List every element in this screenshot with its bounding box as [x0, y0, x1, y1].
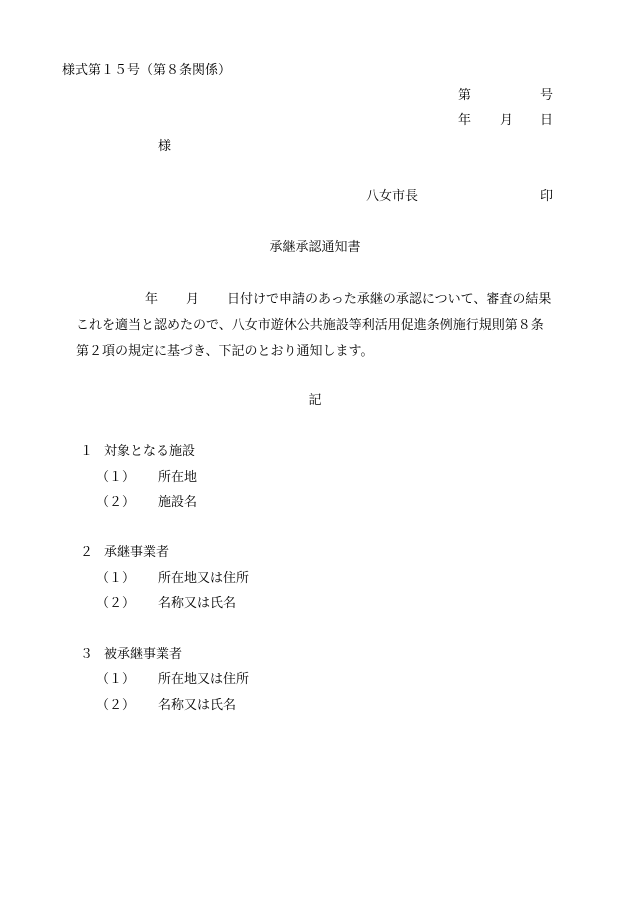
item-label: （１） — [96, 672, 136, 687]
section-title: 対象となる施設 — [104, 444, 196, 459]
issuer-name: 八女市長 — [366, 189, 419, 204]
number-suffix: 号 — [540, 88, 554, 103]
body-line3: 第２項の規定に基づき、下記のとおり通知します。 — [76, 344, 374, 359]
section-number: １ — [80, 444, 94, 459]
body-line1: 日付けで申請のあった承継の承認について、審査の結果 — [227, 292, 552, 307]
form-label: 様式第１５号（第８条関係） — [62, 63, 232, 78]
section-number: ３ — [80, 647, 94, 662]
section-title: 被承継事業者 — [104, 647, 183, 662]
section-title: 承継事業者 — [104, 545, 170, 560]
number-prefix: 第 — [458, 88, 472, 103]
section-number: ２ — [80, 545, 94, 560]
item-text: 所在地 — [158, 470, 198, 485]
ki-heading: 記 — [308, 393, 322, 408]
body-month: 月 — [186, 292, 200, 307]
item-label: （２） — [96, 596, 136, 611]
date-day: 日 — [540, 113, 554, 128]
item-label: （２） — [96, 698, 136, 713]
item-text: 施設名 — [158, 495, 198, 510]
document-title: 承継承認通知書 — [269, 240, 361, 255]
item-label: （２） — [96, 495, 136, 510]
item-label: （１） — [96, 470, 136, 485]
seal-mark: 印 — [540, 189, 554, 204]
item-text: 所在地又は住所 — [158, 571, 250, 586]
item-label: （１） — [96, 571, 136, 586]
date-month: 月 — [500, 113, 514, 128]
addressee-honorific: 様 — [158, 139, 172, 154]
item-text: 名称又は氏名 — [158, 596, 237, 611]
body-line2: これを適当と認めたので、八女市遊休公共施設等利活用促進条例施行規則第８条 — [76, 318, 544, 333]
date-year: 年 — [458, 113, 472, 128]
item-text: 所在地又は住所 — [158, 672, 250, 687]
item-text: 名称又は氏名 — [158, 698, 237, 713]
body-year: 年 — [145, 292, 159, 307]
